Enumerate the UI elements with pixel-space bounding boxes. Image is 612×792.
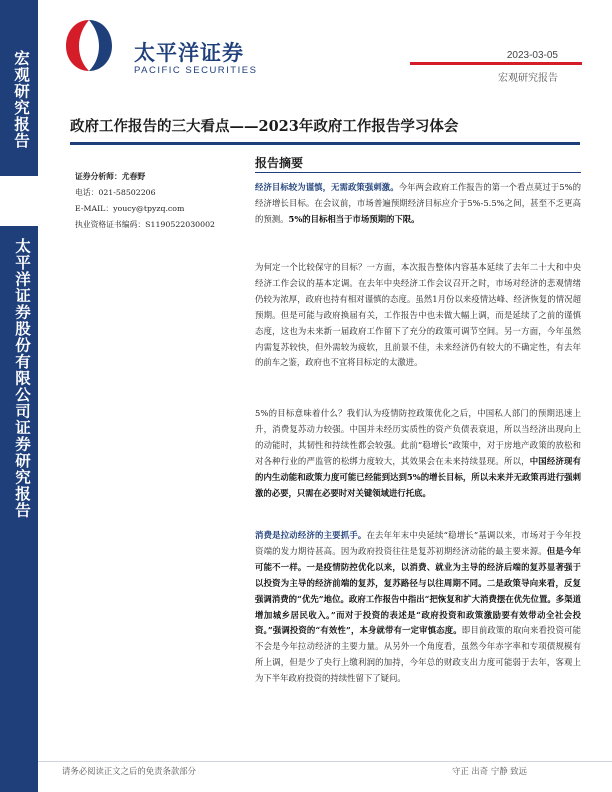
sidebar-company-label: 太平洋证券股份有限公司证券研究报告 bbox=[13, 238, 31, 519]
sidebar-report-category: 宏观研究报告 bbox=[12, 50, 30, 149]
sidebar-separator bbox=[0, 176, 38, 226]
report-title: 政府工作报告的三大看点——2023年政府工作报告学习体会 bbox=[70, 118, 459, 135]
logo-company-name: 太平洋证券 bbox=[134, 41, 244, 65]
header-accent-bar bbox=[410, 62, 582, 65]
paragraph-3-body: 5%的目标意味着什么？我们认为疫情防控政策优化之后，中国私人部门的预期迅速上升，消费复苏动力较强。中国并未经历实质性的资产负债表衰退，所以当经济出现向上的动能时，其韧性和持续性都会较强。此前“稳增长”政策中，对于房地产政策的放松和对各种行业的严监管的松绑力度较大，其效果会在未来持续显现。所以， bbox=[255, 408, 581, 466]
summary-paragraph-4 bbox=[255, 528, 581, 687]
title-divider bbox=[70, 142, 580, 145]
point-2-lead: 消费是拉动经济的主要抓手。 bbox=[255, 530, 367, 540]
paragraph-3-conclusion: 中国经济现有的内生动能和政策力度可能已经能到达到5%的增长目标，所以未来并无政策再进行强刺激的必要，只需在必要时对关键领域进行托底。 bbox=[255, 455, 582, 498]
pacific-securities-logo-icon bbox=[62, 16, 116, 76]
sidebar bbox=[0, 0, 38, 792]
footer-disclaimer: 请务必阅读正文之后的免责条款部分 bbox=[62, 766, 196, 776]
point-2-body: 在去年年末中央延续“稳增长”基调以来，市场对于今年投资端的发力期待甚高。因为政府投资往往是复苏初期经济动能的最主要来源。 bbox=[255, 530, 582, 556]
point-1-body: 今年两会政府工作报告的第一个看点莫过于5%的经济增长目标。在会议前，市场普遍预期经济目标应介于5%-5.5%之间，甚至不乏更高的预测。 bbox=[255, 182, 582, 224]
analyst-license: 执业资格证书编码：S1190522030002 bbox=[75, 220, 216, 229]
summary-paragraph-1 bbox=[255, 180, 581, 228]
point-2-emphasis: 但是今年可能不一样。一是疫情防控优化以来，以消费、就业为主导的经济后端的复苏显著强于以投资为主导的经济前端的复苏，复苏路径与以往周期不同。二是政策导向来看，反复强调消费的“优先”地位。政府工作报告中指出“把恢复和扩大消费摆在优先位置。多渠道增加城乡居民收入。”而对于投资的表述是“政府投资和政策激励要有效带动全社会投资。”强调投资的“有效性”，本身就带有一定审慎态度。 bbox=[255, 545, 582, 636]
paragraph-2-body: 为何定一个比较保守的目标？一方面，本次报告整体内容基本延续了去年二十大和中央经济工作会议的基本定调。在去年中央经济工作会议召开之时，市场对经济的悲观情绪仍较为浓厚，政府也持有相对谨慎的态度。虽然1月份以来疫情达峰、经济恢复的情况超预期。但是可能与政府换届有关，工作报告中也未做大幅上调，而是延续了之前的谨慎态度，这也为未来新一届政府工作留下了充分的政策可调节空间。另一方面，今年虽然内需复苏较快，但外需较为疲软，且前景不佳，未来经济仍有较大的不确定性，有去年的前车之鉴，政府也不宜将目标定的太激进。 bbox=[255, 262, 581, 368]
point-1-lead: 经济目标较为谨慎，无需政策强刺激。 bbox=[255, 182, 399, 192]
footer-motto: 守正 出奇 宁静 致远 bbox=[452, 766, 527, 776]
analyst-name: 证券分析师：尤春野 bbox=[75, 172, 146, 181]
analyst-email: E-MAIL：youcy@tpyzq.com bbox=[75, 204, 185, 213]
report-type: 宏观研究报告 bbox=[498, 73, 558, 84]
logo-company-name-en: PACIFIC SECURITIES bbox=[134, 65, 258, 76]
point-1-conclusion: 5%的目标相当于市场预期的下限。 bbox=[288, 213, 420, 224]
point-2-conclusion: 即目前政策的取向来看投资可能不会是今年拉动经济的主要力量。从另外一个角度看，虽然今年赤字率和专项债规模有所上调，但是少了央行上缴利润的加持，今年总的财政支出力度可能弱于去年，客观上为下半年政府投资的持续性留下了疑问。 bbox=[255, 625, 581, 684]
analyst-info bbox=[75, 169, 215, 233]
report-date: 2023-03-05 bbox=[506, 50, 558, 61]
footer-divider bbox=[38, 761, 612, 762]
summary-paragraph-3 bbox=[255, 406, 581, 501]
summary-heading: 报告摘要 bbox=[255, 156, 304, 170]
summary-divider bbox=[255, 172, 581, 173]
analyst-phone: 电话：021-58502206 bbox=[75, 188, 156, 197]
summary-paragraph-2 bbox=[255, 260, 581, 371]
